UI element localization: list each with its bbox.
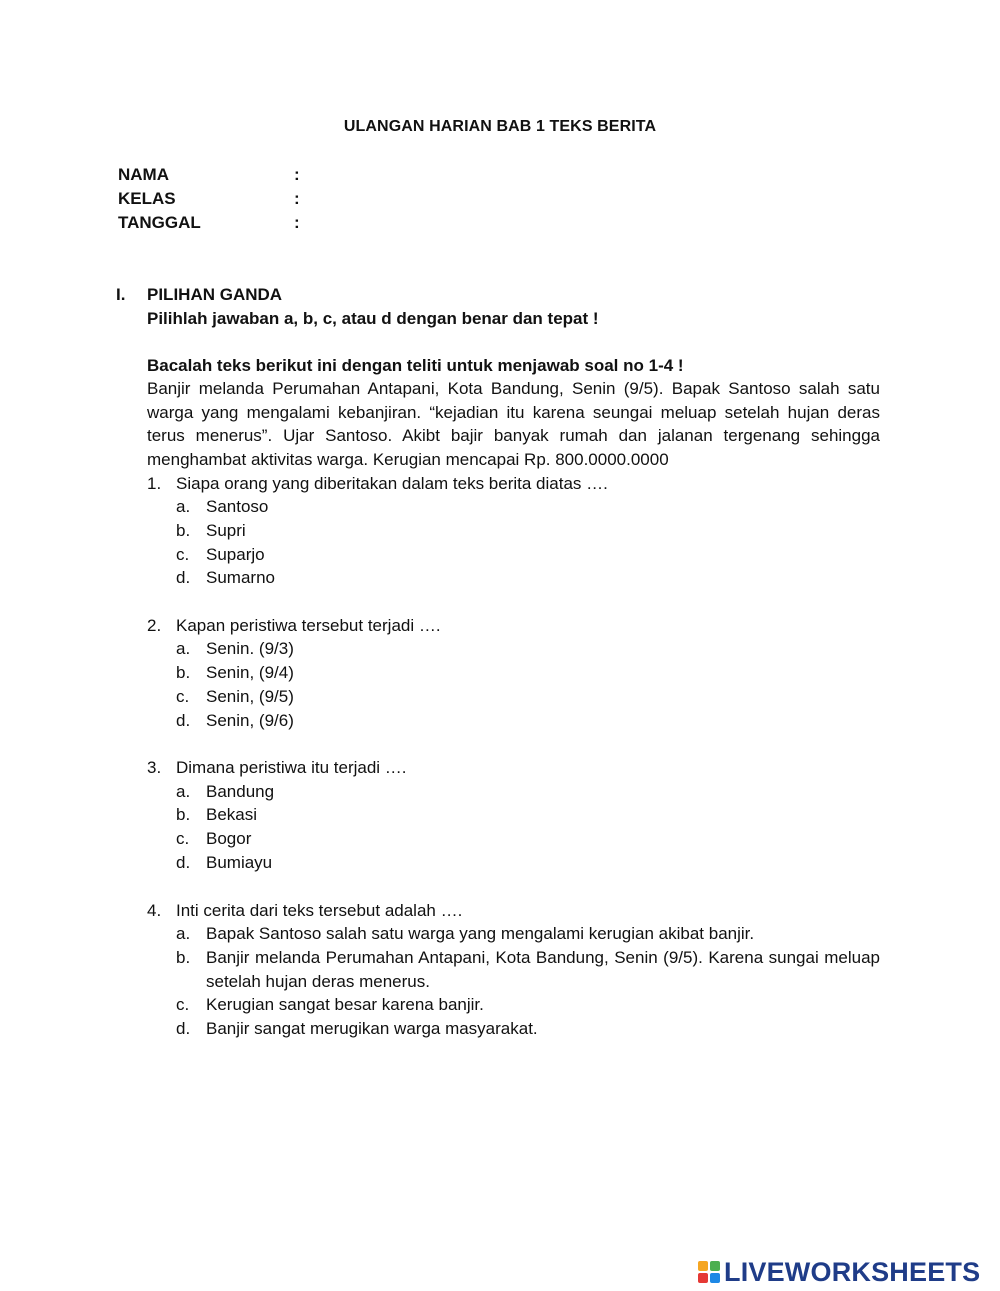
passage-line: Banjir melanda Perumahan Antapani, Kota Bandung, Senin (9/5). Bapak Santoso salah satu [147, 379, 880, 398]
option-letter: b. [176, 663, 191, 682]
question-4-option-c[interactable] [176, 993, 880, 1017]
option-text: Banjir melanda Perumahan Antapani, Kota Bandung, Senin (9/5). Karena sungai meluap setelah hujan deras menerus. [206, 948, 880, 991]
question-2-option-a[interactable] [176, 637, 880, 661]
passage-line: warga yang mengalami kebanjiran. “kejadian itu karena seungai meluap setelah hujan deras [147, 402, 880, 422]
section-heading [116, 284, 282, 306]
option-text: Senin, (9/4) [206, 663, 294, 682]
option-text: Senin, (9/6) [206, 711, 294, 730]
question-1-option-c[interactable] [176, 543, 880, 567]
date-row [118, 212, 300, 234]
option-letter: a. [176, 924, 191, 943]
question-text: Siapa orang yang diberitakan dalam teks berita diatas …. [176, 474, 608, 493]
question-number: 4. [147, 901, 162, 920]
question-2-option-b[interactable] [176, 661, 880, 685]
option-letter: a. [176, 782, 191, 801]
option-text: Bapak Santoso salah satu warga yang mengalami kerugian akibat banjir. [206, 924, 755, 943]
section-title: PILIHAN GANDA [147, 285, 283, 304]
question-4-option-a[interactable] [176, 922, 880, 946]
option-text: Bogor [206, 829, 252, 848]
date-colon: : [294, 213, 300, 232]
option-text: Bumiayu [206, 853, 273, 872]
option-text: Senin, (9/5) [206, 687, 294, 706]
option-letter: c. [176, 829, 190, 848]
passage-line: terus menerus”. Ujar Santoso. Akibt bajir banyak rumah dan jalanan tergenang sehingga [147, 426, 880, 446]
logo-cubes-icon [698, 1261, 720, 1283]
question-3-option-b[interactable] [176, 803, 880, 827]
question-1-option-a[interactable] [176, 495, 880, 519]
option-letter: d. [176, 1019, 191, 1038]
liveworksheets-logo[interactable] [698, 1257, 980, 1287]
question-2-option-d[interactable] [176, 709, 880, 733]
name-colon: : [294, 165, 300, 184]
question-4 [147, 899, 462, 923]
option-text: Senin. (9/3) [206, 639, 294, 658]
date-label: TANGGAL [118, 213, 201, 232]
option-letter: c. [176, 687, 190, 706]
question-3 [147, 756, 407, 780]
page-title: ULANGAN HARIAN BAB 1 TEKS BERITA [343, 118, 657, 135]
class-label: KELAS [118, 189, 176, 208]
name-row [118, 164, 300, 186]
section-instruction: Pilihlah jawaban a, b, c, atau d dengan benar dan tepat ! [147, 309, 599, 328]
question-1-option-d[interactable] [176, 566, 880, 590]
option-letter: b. [176, 805, 191, 824]
option-text: Banjir sangat merugikan warga masyarakat. [206, 1019, 538, 1038]
option-text: Santoso [206, 497, 269, 516]
option-letter: b. [176, 948, 191, 967]
name-label: NAMA [118, 165, 169, 184]
news-passage [147, 377, 880, 471]
option-text: Supri [206, 521, 246, 540]
option-letter: d. [176, 711, 191, 730]
class-row [118, 188, 300, 210]
question-number: 2. [147, 616, 162, 635]
option-text: Suparjo [206, 545, 265, 564]
question-text: Kapan peristiwa tersebut terjadi …. [176, 616, 441, 635]
option-letter: d. [176, 568, 191, 587]
option-letter: c. [176, 545, 190, 564]
question-3-option-c[interactable] [176, 827, 880, 851]
question-text: Inti cerita dari teks tersebut adalah …. [176, 901, 463, 920]
question-number: 1. [147, 474, 162, 493]
option-text: Bekasi [206, 805, 258, 824]
question-2 [147, 614, 441, 638]
question-3-option-a[interactable] [176, 780, 880, 804]
question-3-option-d[interactable] [176, 851, 880, 875]
cube-icon [698, 1273, 708, 1283]
question-text: Dimana peristiwa itu terjadi …. [176, 758, 407, 777]
passage-line: menghambat aktivitas warga. Kerugian mencapai Rp. 800.0000.0000 [147, 449, 669, 469]
question-4-option-d[interactable] [176, 1017, 880, 1041]
option-letter: a. [176, 497, 191, 516]
cube-icon [698, 1261, 708, 1271]
cube-icon [710, 1261, 720, 1271]
question-4-option-b[interactable] [176, 946, 880, 993]
section-number: I. [116, 285, 126, 304]
option-text: Bandung [206, 782, 275, 801]
logo-text: LIVEWORKSHEETS [724, 1256, 981, 1287]
option-letter: c. [176, 995, 190, 1014]
question-1 [147, 472, 608, 496]
option-text: Sumarno [206, 568, 275, 587]
question-2-option-c[interactable] [176, 685, 880, 709]
reading-instruction: Bacalah teks berikut ini dengan teliti untuk menjawab soal no 1-4 ! [147, 356, 684, 375]
option-letter: d. [176, 853, 191, 872]
option-letter: b. [176, 521, 191, 540]
question-1-option-b[interactable] [176, 519, 880, 543]
cube-icon [710, 1273, 720, 1283]
question-number: 3. [147, 758, 162, 777]
option-text: Kerugian sangat besar karena banjir. [206, 995, 484, 1014]
option-letter: a. [176, 639, 191, 658]
class-colon: : [294, 189, 300, 208]
